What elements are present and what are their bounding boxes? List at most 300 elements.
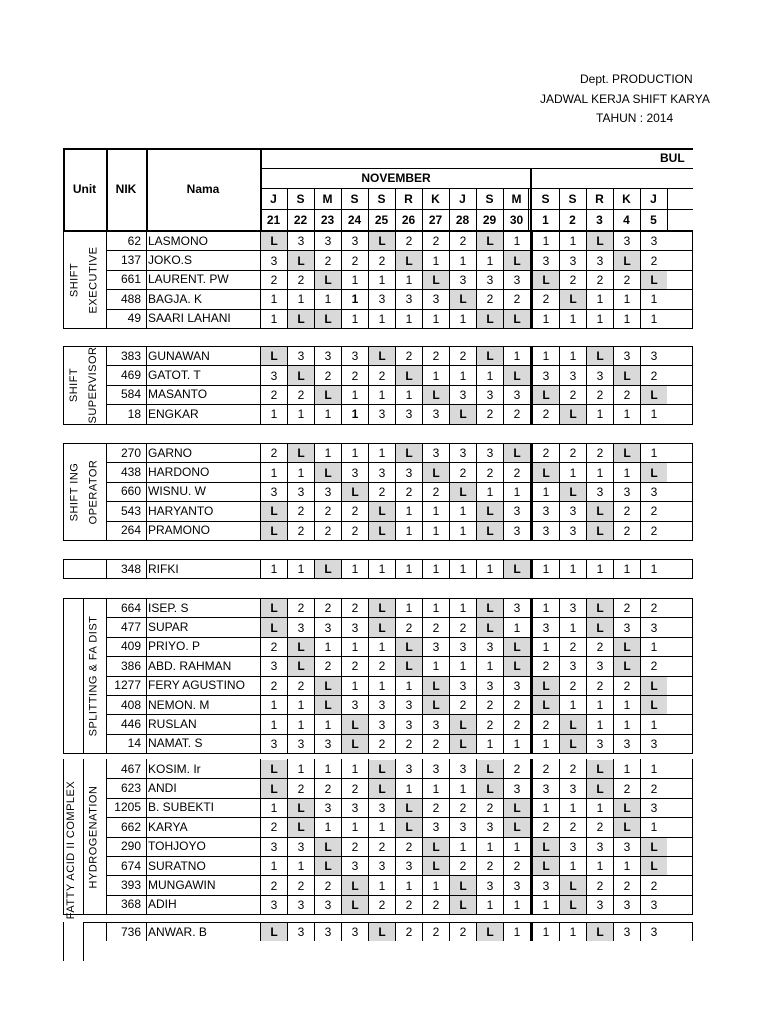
- shift-cell: 3: [378, 800, 386, 815]
- day-header: S: [568, 191, 577, 206]
- shift-cell: 2: [405, 234, 413, 249]
- group-label-line1: SHIFT: [68, 262, 80, 297]
- shift-cell-off: L: [450, 896, 476, 914]
- shift-cell-off: L: [261, 760, 287, 778]
- shift-cell: 1: [623, 698, 631, 713]
- shift-cell: 1: [297, 698, 305, 713]
- shift-cell: 1: [405, 601, 413, 616]
- day-header: J: [270, 191, 277, 206]
- shift-cell: 3: [351, 859, 359, 874]
- shift-cell: 1: [297, 859, 305, 874]
- shift-cell: 1: [405, 311, 413, 326]
- shift-cell: 1: [650, 639, 658, 654]
- shift-cell: 3: [623, 620, 631, 635]
- shift-cell: 3: [542, 253, 550, 268]
- shift-cell-off: L: [342, 876, 368, 894]
- shift-cell: 3: [270, 736, 278, 751]
- shift-cell-off: L: [315, 696, 341, 714]
- shift-cell: 2: [623, 878, 631, 893]
- shift-cell: 1: [432, 601, 440, 616]
- shift-cell: 2: [596, 387, 604, 402]
- shift-cell-off: L: [261, 779, 287, 797]
- date-header: 30: [509, 212, 524, 227]
- shift-cell: 2: [650, 368, 658, 383]
- shift-cell: 2: [569, 639, 577, 654]
- shift-cell: 1: [513, 484, 521, 499]
- shift-cell: 1: [513, 620, 521, 635]
- employee-name: PRAMONO: [148, 523, 211, 538]
- shift-cell: 3: [569, 368, 577, 383]
- shift-cell: 1: [596, 859, 604, 874]
- shift-cell: 1: [650, 562, 658, 577]
- shift-cell: 2: [513, 292, 521, 307]
- shift-cell: 3: [432, 292, 440, 307]
- shift-cell: 3: [270, 897, 278, 912]
- shift-cell: 3: [351, 925, 359, 940]
- shift-cell: 3: [486, 678, 494, 693]
- month-header-november: NOVEMBER: [361, 171, 431, 185]
- shift-cell: 3: [351, 349, 359, 364]
- shift-cell: 2: [459, 349, 467, 364]
- shift-cell: 2: [459, 800, 467, 815]
- shift-cell-off: L: [560, 876, 586, 894]
- shift-cell: 1: [405, 678, 413, 693]
- shift-cell-off: L: [504, 310, 530, 328]
- shift-cell: 1: [596, 800, 604, 815]
- shift-cell: 2: [432, 897, 440, 912]
- employee-name: SAARI LAHANI: [148, 311, 231, 326]
- shift-cell-off: L: [533, 838, 559, 856]
- shift-cell: 1: [405, 781, 413, 796]
- shift-cell: 2: [569, 820, 577, 835]
- shift-cell: 3: [324, 925, 332, 940]
- shift-cell: 2: [486, 407, 494, 422]
- shift-cell: 1: [297, 762, 305, 777]
- shift-cell: 2: [432, 620, 440, 635]
- shift-cell-off: L: [614, 366, 640, 384]
- shift-cell: 3: [542, 504, 550, 519]
- shift-cell: 2: [297, 272, 305, 287]
- shift-cell: 3: [378, 465, 386, 480]
- employee-name: WISNU. W: [148, 484, 206, 499]
- shift-cell-off: L: [504, 251, 530, 269]
- shift-cell: 1: [378, 678, 386, 693]
- shift-cell: 1: [596, 311, 604, 326]
- shift-cell-off: L: [288, 818, 314, 836]
- shift-cell: 3: [650, 736, 658, 751]
- shift-cell: 1: [270, 292, 278, 307]
- shift-cell: 1: [623, 311, 631, 326]
- shift-cell: 3: [596, 253, 604, 268]
- shift-cell: 2: [405, 736, 413, 751]
- shift-cell: 3: [513, 387, 521, 402]
- date-header: 22: [293, 212, 308, 227]
- shift-cell: 3: [432, 717, 440, 732]
- shift-cell: 3: [270, 368, 278, 383]
- shift-cell: 2: [459, 465, 467, 480]
- group-label-line1: SHIFT: [67, 367, 80, 402]
- shift-cell-off: L: [533, 463, 559, 481]
- grid-line: [63, 598, 64, 753]
- shift-cell: 3: [513, 781, 521, 796]
- employee-name: ADIH: [148, 897, 177, 912]
- shift-cell: 2: [324, 601, 332, 616]
- shift-cell: 3: [513, 272, 521, 287]
- shift-cell: 3: [459, 387, 467, 402]
- shift-cell: 2: [650, 253, 658, 268]
- shift-cell-off: L: [369, 618, 395, 636]
- shift-cell: 3: [324, 484, 332, 499]
- shift-cell: 3: [486, 446, 494, 461]
- grid-line: [692, 231, 693, 328]
- shift-cell-off: L: [369, 760, 395, 778]
- shift-cell: 3: [650, 620, 658, 635]
- shift-cell-off: L: [533, 271, 559, 289]
- shift-cell-off: L: [587, 232, 613, 250]
- shift-cell: 1: [542, 234, 550, 249]
- shift-cell: 3: [623, 484, 631, 499]
- shift-cell: 2: [297, 504, 305, 519]
- shift-cell: 1: [270, 800, 278, 815]
- grid-line: [692, 443, 693, 540]
- shift-cell: 3: [297, 484, 305, 499]
- shift-cell: 1: [542, 736, 550, 751]
- shift-cell: 1: [432, 311, 440, 326]
- employee-name: ANDI: [148, 781, 177, 796]
- shift-cell: 2: [459, 925, 467, 940]
- shift-cell: 2: [378, 897, 386, 912]
- shift-cell-off: L: [560, 715, 586, 733]
- shift-cell: 3: [432, 639, 440, 654]
- nik-cell: 736: [120, 924, 141, 939]
- shift-cell: 1: [378, 878, 386, 893]
- shift-cell-off: L: [423, 857, 449, 875]
- employee-name: KARYA: [148, 819, 188, 834]
- date-header: 4: [623, 212, 630, 227]
- shift-cell: 1: [378, 639, 386, 654]
- employee-name: LAURENT. PW: [148, 272, 229, 287]
- shift-cell: 1: [596, 465, 604, 480]
- shift-cell: 3: [270, 253, 278, 268]
- shift-cell-off: L: [450, 290, 476, 308]
- employee-name: KOSIM. Ir: [148, 761, 201, 776]
- shift-cell: 3: [569, 523, 577, 538]
- shift-cell: 1: [542, 601, 550, 616]
- shift-cell: 3: [596, 368, 604, 383]
- shift-cell: 2: [569, 678, 577, 693]
- shift-cell-off: L: [504, 444, 530, 462]
- shift-cell: 2: [351, 601, 359, 616]
- employee-name: LASMONO: [148, 233, 209, 248]
- shift-cell: 3: [596, 897, 604, 912]
- shift-cell: 1: [270, 407, 278, 422]
- shift-cell-off: L: [261, 599, 287, 617]
- shift-cell: 1: [486, 736, 494, 751]
- shift-cell: 2: [432, 736, 440, 751]
- nik-cell: 393: [120, 878, 141, 893]
- shift-cell: 1: [459, 839, 467, 854]
- shift-cell: 1: [596, 407, 604, 422]
- shift-cell: 2: [459, 859, 467, 874]
- shift-cell: 2: [378, 736, 386, 751]
- shift-cell-off: L: [369, 522, 395, 540]
- shift-cell: 1: [432, 659, 440, 674]
- shift-cell: 2: [324, 523, 332, 538]
- employee-name: GATOT. T: [148, 368, 201, 383]
- shift-cell: 3: [297, 925, 305, 940]
- shift-cell: 2: [542, 446, 550, 461]
- shift-cell: 2: [297, 387, 305, 402]
- day-header: M: [511, 191, 522, 206]
- shift-cell-off: L: [261, 522, 287, 540]
- shift-cell: 2: [596, 446, 604, 461]
- shift-cell-off: L: [315, 677, 341, 695]
- shift-cell: 1: [297, 717, 305, 732]
- employee-name: ABD. RAHMAN: [148, 658, 232, 673]
- year-label: TAHUN : 2014: [596, 111, 674, 125]
- shift-cell: 2: [351, 781, 359, 796]
- shift-cell: 3: [351, 698, 359, 713]
- shift-cell-off: L: [369, 232, 395, 250]
- shift-cell: 1: [569, 925, 577, 940]
- employee-name: MUNGAWIN: [148, 878, 216, 893]
- shift-cell-off: L: [477, 310, 503, 328]
- shift-cell: 2: [351, 659, 359, 674]
- shift-cell: 1: [351, 820, 359, 835]
- complex-label: FATTY ACID II COMPLEX: [65, 780, 77, 920]
- shift-cell-off: L: [614, 818, 640, 836]
- day-header: S: [485, 191, 494, 206]
- shift-cell: 2: [486, 800, 494, 815]
- shift-cell: 2: [378, 839, 386, 854]
- shift-cell: 1: [569, 800, 577, 815]
- shift-cell-off: L: [477, 760, 503, 778]
- shift-cell: 1: [378, 562, 386, 577]
- grid-line: [63, 753, 693, 754]
- shift-cell: 3: [432, 820, 440, 835]
- shift-cell: 1: [405, 562, 413, 577]
- shift-cell: 2: [270, 878, 278, 893]
- shift-cell: 1: [297, 465, 305, 480]
- shift-cell-off: L: [315, 463, 341, 481]
- shift-cell: 3: [513, 878, 521, 893]
- shift-cell: 3: [297, 897, 305, 912]
- shift-cell: 1: [513, 234, 521, 249]
- shift-cell: 3: [297, 736, 305, 751]
- shift-cell-off: L: [504, 560, 530, 578]
- shift-cell: 1: [351, 639, 359, 654]
- shift-cell: 2: [623, 601, 631, 616]
- shift-cell: 1: [324, 446, 332, 461]
- shift-cell: 2: [351, 368, 359, 383]
- shift-cell: 2: [270, 387, 278, 402]
- shift-cell-off: L: [477, 347, 503, 365]
- shift-cell-off: L: [342, 483, 368, 501]
- unit-header: Unit: [72, 182, 97, 196]
- shift-cell: 3: [623, 839, 631, 854]
- shift-cell: 2: [596, 639, 604, 654]
- shift-cell: 1: [542, 639, 550, 654]
- grid-line: [667, 188, 668, 230]
- shift-cell-off: L: [614, 444, 640, 462]
- shift-cell: 3: [459, 446, 467, 461]
- shift-cell: 1: [596, 717, 604, 732]
- shift-cell: 2: [569, 446, 577, 461]
- shift-cell-off: L: [288, 638, 314, 656]
- shift-cell: 1: [650, 311, 658, 326]
- shift-cell: 1: [432, 781, 440, 796]
- shift-cell: 1: [569, 465, 577, 480]
- shift-cell-off: L: [477, 599, 503, 617]
- shift-cell: 1: [432, 504, 440, 519]
- shift-cell: 3: [542, 781, 550, 796]
- shift-cell: 1: [513, 839, 521, 854]
- shift-cell: 2: [459, 234, 467, 249]
- shift-cell: 2: [270, 639, 278, 654]
- shift-cell: 2: [650, 601, 658, 616]
- shift-cell: 3: [378, 859, 386, 874]
- shift-cell: 2: [324, 781, 332, 796]
- nik-cell: 386: [120, 658, 141, 673]
- shift-cell: 3: [351, 465, 359, 480]
- shift-cell-off: L: [504, 799, 530, 817]
- shift-cell: 1: [542, 800, 550, 815]
- shift-cell: 2: [569, 387, 577, 402]
- schedule-title: JADWAL KERJA SHIFT KARYA: [540, 92, 710, 106]
- date-header: 24: [347, 212, 362, 227]
- shift-cell: 1: [623, 859, 631, 874]
- nik-cell: 662: [120, 819, 141, 834]
- shift-cell-off: L: [614, 638, 640, 656]
- nik-cell: 62: [127, 233, 141, 248]
- shift-cell: 1: [569, 349, 577, 364]
- shift-cell-off: L: [369, 779, 395, 797]
- shift-cell-off: L: [450, 405, 476, 423]
- shift-cell: 3: [459, 762, 467, 777]
- day-header: S: [541, 191, 550, 206]
- shift-cell: 1: [486, 368, 494, 383]
- shift-cell: 2: [513, 465, 521, 480]
- shift-cell: 3: [297, 839, 305, 854]
- shift-cell: 1: [351, 678, 359, 693]
- shift-cell: 1: [324, 639, 332, 654]
- day-header: M: [322, 191, 333, 206]
- shift-cell: 3: [405, 698, 413, 713]
- shift-cell: 3: [405, 859, 413, 874]
- shift-cell: 2: [324, 253, 332, 268]
- nik-cell: 264: [120, 523, 141, 538]
- shift-cell: 1: [569, 620, 577, 635]
- shift-cell: 3: [569, 659, 577, 674]
- shift-cell: 3: [270, 484, 278, 499]
- shift-cell: 1: [542, 484, 550, 499]
- shift-cell: 2: [623, 781, 631, 796]
- nik-cell: 438: [120, 465, 141, 480]
- shift-cell-off: L: [587, 923, 613, 941]
- shift-cell: 2: [596, 678, 604, 693]
- shift-cell: 2: [351, 253, 359, 268]
- shift-cell: 2: [569, 272, 577, 287]
- shift-cell: 3: [324, 736, 332, 751]
- shift-cell: 2: [542, 659, 550, 674]
- shift-cell-off: L: [342, 735, 368, 753]
- shift-cell: 1: [513, 736, 521, 751]
- shift-cell: 2: [542, 717, 550, 732]
- shift-cell: 3: [569, 504, 577, 519]
- shift-cell: 3: [432, 446, 440, 461]
- shift-cell: 2: [324, 878, 332, 893]
- shift-cell: 2: [432, 484, 440, 499]
- shift-cell: 1: [324, 762, 332, 777]
- shift-cell: 1: [297, 292, 305, 307]
- shift-cell: 1: [596, 698, 604, 713]
- shift-cell: 2: [486, 698, 494, 713]
- shift-cell: 3: [351, 234, 359, 249]
- shift-cell: 3: [324, 234, 332, 249]
- nik-cell: 660: [120, 484, 141, 499]
- shift-cell: 1: [378, 387, 386, 402]
- shift-cell: 2: [542, 407, 550, 422]
- shift-cell-off: L: [587, 599, 613, 617]
- day-header: R: [404, 191, 413, 206]
- shift-cell-off: L: [396, 799, 422, 817]
- employee-name: SUPAR: [148, 620, 189, 635]
- employee-name: ANWAR. B: [148, 924, 207, 939]
- employee-name: PRIYO. P: [148, 639, 201, 654]
- shift-cell: 3: [623, 234, 631, 249]
- shift-cell: 1: [378, 820, 386, 835]
- shift-cell: 2: [297, 678, 305, 693]
- shift-cell: 1: [351, 292, 359, 307]
- shift-cell-off: L: [423, 271, 449, 289]
- day-header: K: [622, 191, 631, 206]
- shift-cell: 1: [650, 762, 658, 777]
- shift-cell: 1: [542, 349, 550, 364]
- day-header: K: [431, 191, 440, 206]
- shift-cell: 1: [486, 484, 494, 499]
- shift-cell-off: L: [396, 657, 422, 675]
- grid-line: [63, 578, 693, 579]
- shift-cell-off: L: [477, 502, 503, 520]
- shift-cell-off: L: [261, 232, 287, 250]
- grid-line: [63, 328, 693, 329]
- employee-name: FERY AGUSTINO: [148, 678, 245, 693]
- shift-cell-off: L: [396, 366, 422, 384]
- date-header: 2: [569, 212, 576, 227]
- shift-cell-off: L: [450, 715, 476, 733]
- shift-cell: 2: [513, 762, 521, 777]
- shift-cell: 1: [270, 311, 278, 326]
- shift-cell: 2: [650, 659, 658, 674]
- shift-cell: 3: [351, 800, 359, 815]
- shift-cell: 3: [650, 234, 658, 249]
- shift-cell: 1: [270, 698, 278, 713]
- shift-cell: 1: [459, 781, 467, 796]
- shift-cell-off: L: [614, 251, 640, 269]
- shift-cell: 2: [405, 349, 413, 364]
- shift-cell: 3: [459, 272, 467, 287]
- group-label-line2: EXECUTIVE: [87, 246, 99, 313]
- shift-cell: 2: [270, 272, 278, 287]
- shift-cell: 2: [378, 659, 386, 674]
- shift-cell: 3: [542, 523, 550, 538]
- date-header: 26: [401, 212, 416, 227]
- shift-cell: 1: [405, 523, 413, 538]
- shift-cell: 1: [623, 292, 631, 307]
- shift-cell: 1: [650, 820, 658, 835]
- nik-cell: 446: [120, 717, 141, 732]
- bulan-header: BUL: [660, 151, 685, 165]
